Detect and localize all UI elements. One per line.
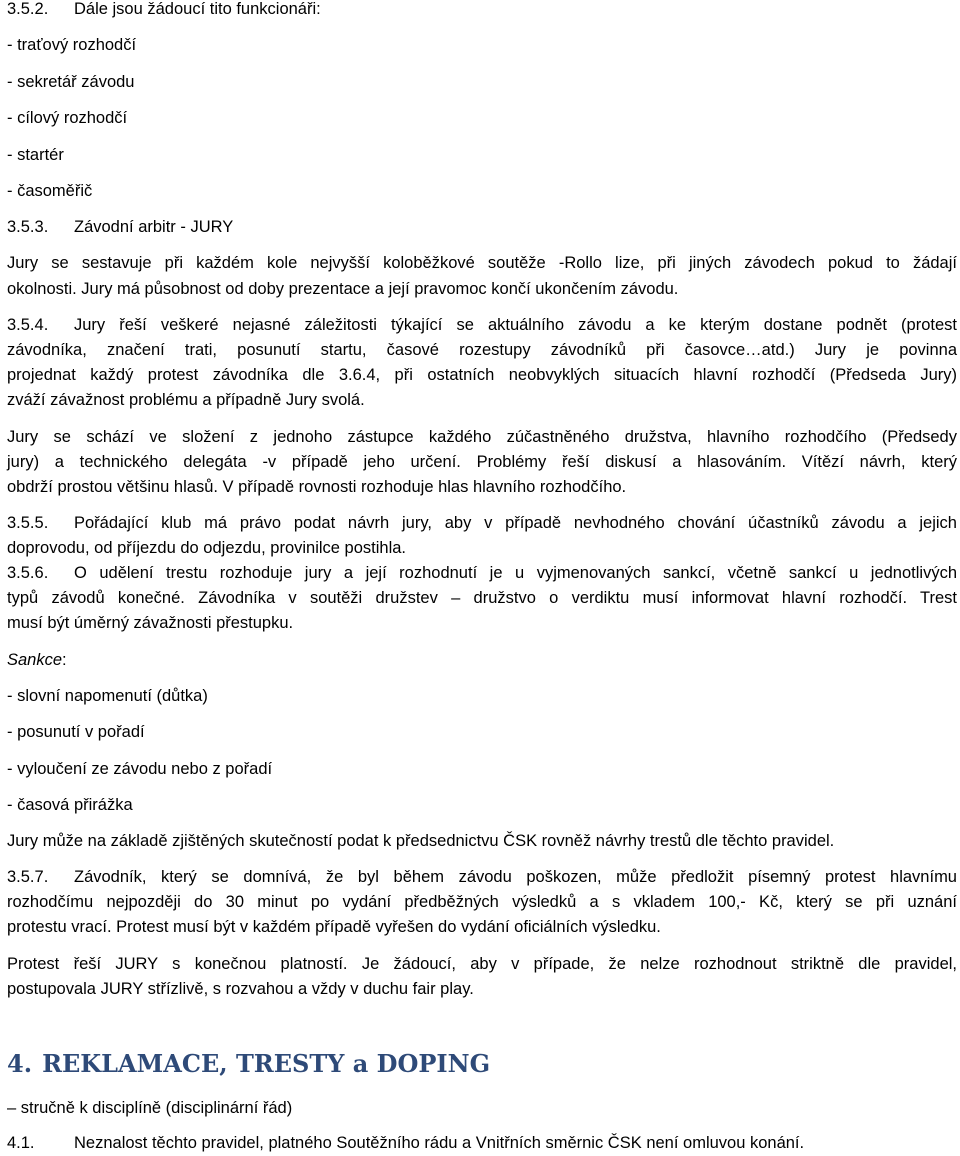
paragraph-line: projednat každý protest závodníka dle 3.6.4, při ostatních neobvyklých situacích hlavní rozhodčí (Předseda Jury): [7, 366, 957, 384]
paragraph-line: obdrží prostou většinu hlasů. V případě rovnosti rozhoduje hlas hlavního rozhodčího.: [7, 478, 627, 496]
paragraph-line: Jury se sestavuje při každém kole nejvyšší koloběžkové soutěže -Rollo lize, při jiných závodech pokud to žádají: [7, 254, 957, 272]
section-3-5-3-heading: [7, 218, 233, 237]
section-3-5-4-first-line: [7, 316, 957, 335]
sanctions-label: [7, 651, 67, 670]
paragraph-line: doprovodu, od příjezdu do odjezdu, provinilce postihla.: [7, 539, 407, 557]
paragraph-line: Protest řeší JURY s konečnou platností. Je žádoucí, aby v případe, že nelze rozhodnout striktně dle pravidel,: [7, 955, 957, 973]
list-item: - posunutí v pořadí: [7, 723, 145, 741]
paragraph-line: typů závodů konečné. Závodníka v soutěži družstev – družstvo o verdiktu musí informovat hlavní rozhodčí. Trest: [7, 589, 957, 607]
chapter-title: REKLAMACE, TRESTY a DOPING: [42, 1049, 491, 1078]
section-text: Závodník, který se domnívá, že byl během závodu poškozen, může předložit písemný protest hlavnímu: [74, 868, 957, 886]
paragraph-line: rozhodčímu nejpozději do 30 minut po vydání předběžných výsledků a s vkladem 100,- Kč, který se při uznání: [7, 893, 957, 911]
section-number: 3.5.2.: [7, 0, 49, 18]
section-text: Neznalost těchto pravidel, platného Soutěžního rádu a Vnitřních směrnic ČSK není omluvou konání.: [74, 1134, 805, 1152]
paragraph-line: jury) a technického delegáta -v případě jeho určení. Problémy řeší diskusí a hlasováním. Vítězí návrh, který: [7, 453, 957, 471]
section-number: 3.5.4.: [7, 316, 49, 334]
section-number: 3.5.6.: [7, 564, 49, 582]
section-number: 4.1.: [7, 1134, 35, 1152]
section-text: Jury řeší veškeré nejasné záležitosti týkající se aktuálního závodu a ke kterým dostane podnět (protest: [74, 316, 957, 334]
chapter-number: 4.: [7, 1049, 33, 1078]
paragraph-line: Jury se schází ve složení z jednoho zástupce každého zúčastněného družstva, hlavního rozhodčího (Předsedy: [7, 428, 957, 446]
section-3-5-6-first-line: [7, 564, 957, 583]
paragraph-line: okolnosti. Jury má působnost od doby prezentace a její pravomoc končí ukončením závodu.: [7, 280, 679, 298]
list-item: - traťový rozhodčí: [7, 36, 137, 54]
list-item: - cílový rozhodčí: [7, 109, 128, 127]
section-3-5-7-first-line: [7, 868, 957, 887]
section-title: Závodní arbitr - JURY: [74, 218, 234, 236]
list-item: - časová přirážka: [7, 796, 133, 814]
list-item: - slovní napomenutí (důtka): [7, 687, 208, 705]
section-text: O udělení trestu rozhoduje jury a její rozhodnutí je u vyjmenovaných sankcí, včetně sankcí u jednotlivých: [74, 564, 957, 582]
chapter-subtitle: – stručně k disciplíně (disciplinární řád): [7, 1099, 293, 1117]
paragraph-line: zváží závažnost problému a případně Jury svolá.: [7, 391, 365, 409]
section-3-5-5-first-line: [7, 514, 957, 533]
section-number: 3.5.3.: [7, 218, 49, 236]
list-item: - startér: [7, 146, 64, 164]
section-number: 3.5.7.: [7, 868, 49, 886]
section-text: Pořádající klub má právo podat návrh jury, aby v případě nevhodného chování účastníků závodu a jejich: [74, 514, 957, 532]
section-3-5-2-heading: [7, 0, 321, 19]
sanctions-label-colon: :: [62, 651, 67, 669]
chapter-heading: [7, 1049, 490, 1078]
sanctions-label-text: Sankce: [7, 651, 63, 669]
section-number: 3.5.5.: [7, 514, 49, 532]
list-item: - vyloučení ze závodu nebo z pořadí: [7, 760, 273, 778]
paragraph-line: musí být úměrný závažnosti přestupku.: [7, 614, 294, 632]
paragraph-line: závodníka, značení trati, posunutí startu, časové rozestupy závodníků při časovce…atd.) Jury je povinna: [7, 341, 957, 359]
paragraph-line: Jury může na základě zjištěných skutečností podat k předsednictvu ČSK rovněž návrhy trestů dle těchto pravidel.: [7, 832, 835, 850]
list-item: - časoměřič: [7, 182, 93, 200]
list-item: - sekretář závodu: [7, 73, 135, 91]
paragraph-line: postupovala JURY střízlivě, s rozvahou a vždy v duchu fair play.: [7, 980, 474, 998]
section-title: Dále jsou žádoucí tito funkcionáři:: [74, 0, 321, 18]
paragraph-line: protestu vrací. Protest musí být v každém případě vyřešen do vydání oficiálních výsledku.: [7, 918, 661, 936]
section-4-1: [7, 1134, 804, 1153]
